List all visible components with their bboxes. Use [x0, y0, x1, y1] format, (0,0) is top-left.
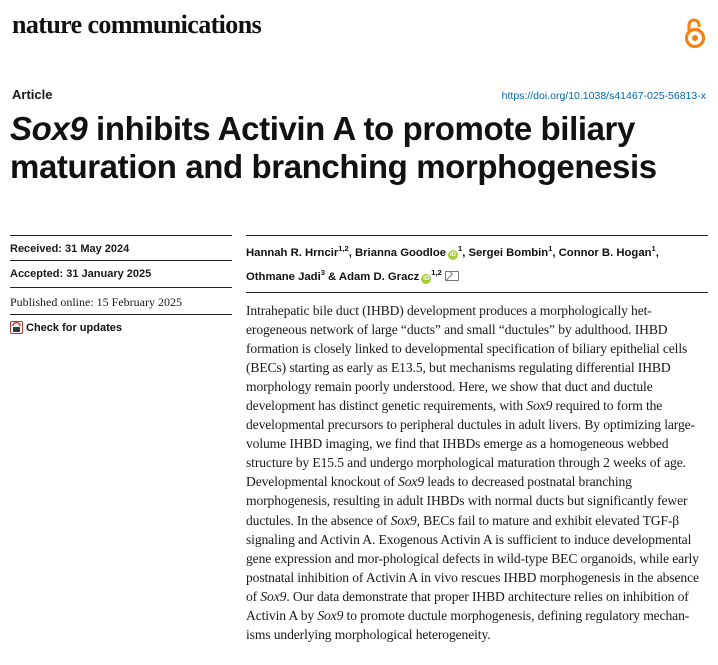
- journal-name: nature communications: [12, 10, 262, 39]
- author-name[interactable]: Hannah R. Hrncir: [246, 246, 339, 259]
- check-updates-icon: [10, 321, 23, 334]
- author-name[interactable]: Adam D. Gracz: [338, 270, 420, 283]
- abstract-gene: Sox9: [526, 398, 553, 414]
- doi-link[interactable]: https://doi.org/10.1038/s41467-025-56813-x: [501, 90, 706, 102]
- title-line2: maturation and branching morphogenesis: [10, 148, 657, 185]
- abstract: [246, 301, 710, 644]
- received-date-block: [10, 235, 232, 255]
- accepted-date-block: [10, 260, 232, 280]
- author-affiliation: 1: [548, 244, 553, 253]
- author-separator: ,: [552, 246, 559, 259]
- check-for-updates-button[interactable]: [10, 314, 232, 334]
- abstract-text: , BECs fail to mature and exhibit elevated TGF-β signaling and Activin A. Exogenous Activin A is sufficient to induce developmental gene expression and mor-phological defects in wild-type BEC organoids, while early postnatal inhibition of Activin A in vivo rescues IHBD morphogenesis in the absence of: [246, 512, 699, 604]
- author-affiliation: 1,2: [431, 267, 442, 277]
- article-type: Article: [12, 87, 53, 102]
- author-name[interactable]: Connor B. Hogan: [558, 246, 652, 259]
- check-updates-label: Check for updates: [26, 321, 122, 334]
- orcid-icon[interactable]: iD: [450, 251, 457, 258]
- author-separator: ,: [655, 246, 659, 259]
- author-separator: &: [324, 270, 339, 283]
- title-gene: Sox9: [10, 110, 88, 147]
- author-name[interactable]: Brianna Goodloe: [355, 246, 447, 259]
- abstract-text: to promote ductule morphogenesis, defining regulatory mechan-isms underlying morphological heterogeneity.: [246, 607, 690, 642]
- author-list: [246, 239, 708, 287]
- accepted-date: Accepted: 31 January 2025: [10, 268, 152, 280]
- author-affiliation: 3: [320, 267, 325, 277]
- article-title: [10, 110, 710, 186]
- orcid-icon[interactable]: iD: [423, 275, 430, 282]
- abstract-text: . Our data demonstrate that proper IHBD architecture relies on inhibition of Activin A by: [246, 588, 689, 623]
- author-name[interactable]: Othmane Jadi: [246, 270, 321, 283]
- title-line1-rest: inhibits Activin A to promote biliary: [87, 110, 635, 147]
- published-date-block: [10, 287, 232, 310]
- author-affiliation: 1,2: [338, 244, 349, 253]
- published-date: Published online: 15 February 2025: [10, 295, 182, 309]
- abstract-text: required to form the developmental precursors to peripheral ductules in adult livers. By optimizing large-volume IHBD imaging, we find that IHBDs emerge as a homogeneous webbed structure by E15.5 and undergo morphological maturation through 2 weeks of age. Developmental knockout of: [246, 398, 695, 490]
- author-name[interactable]: Sergei Bombin: [468, 246, 549, 259]
- abstract-gene: Sox9: [390, 512, 417, 528]
- abstract-divider: [246, 292, 708, 293]
- author-separator: ,: [348, 246, 355, 259]
- abstract-text: Intrahepatic bile duct (IHBD) development produces a morphologically het-erogeneous network of large “ducts” and small “ductules” by adulthood. IHBD formation is closely linked to developmental specification of biliary epithelial cells (BECs) starting as early as E13.5, but mechanisms regulating differential IHBD morphology remain poorly understood. Here, we show that duct and ductule development has distinct genetic requirements, with: [246, 303, 688, 414]
- email-icon[interactable]: [445, 271, 459, 281]
- abstract-text: leads to decreased postnatal branching morphogenesis, resulting in adult IHBDs with normal ducts but significantly fewer ductules. In the absence of: [246, 474, 688, 528]
- author-affiliation: 1: [651, 244, 656, 253]
- received-date: Received: 31 May 2024: [10, 243, 130, 255]
- author-separator: ,: [462, 246, 469, 259]
- open-access-lock-icon: [683, 17, 707, 49]
- author-affiliation: 1: [458, 244, 463, 253]
- authors-divider: [246, 235, 708, 236]
- abstract-gene: Sox9: [317, 607, 344, 623]
- abstract-gene: Sox9: [260, 588, 287, 604]
- abstract-gene: Sox9: [398, 474, 424, 490]
